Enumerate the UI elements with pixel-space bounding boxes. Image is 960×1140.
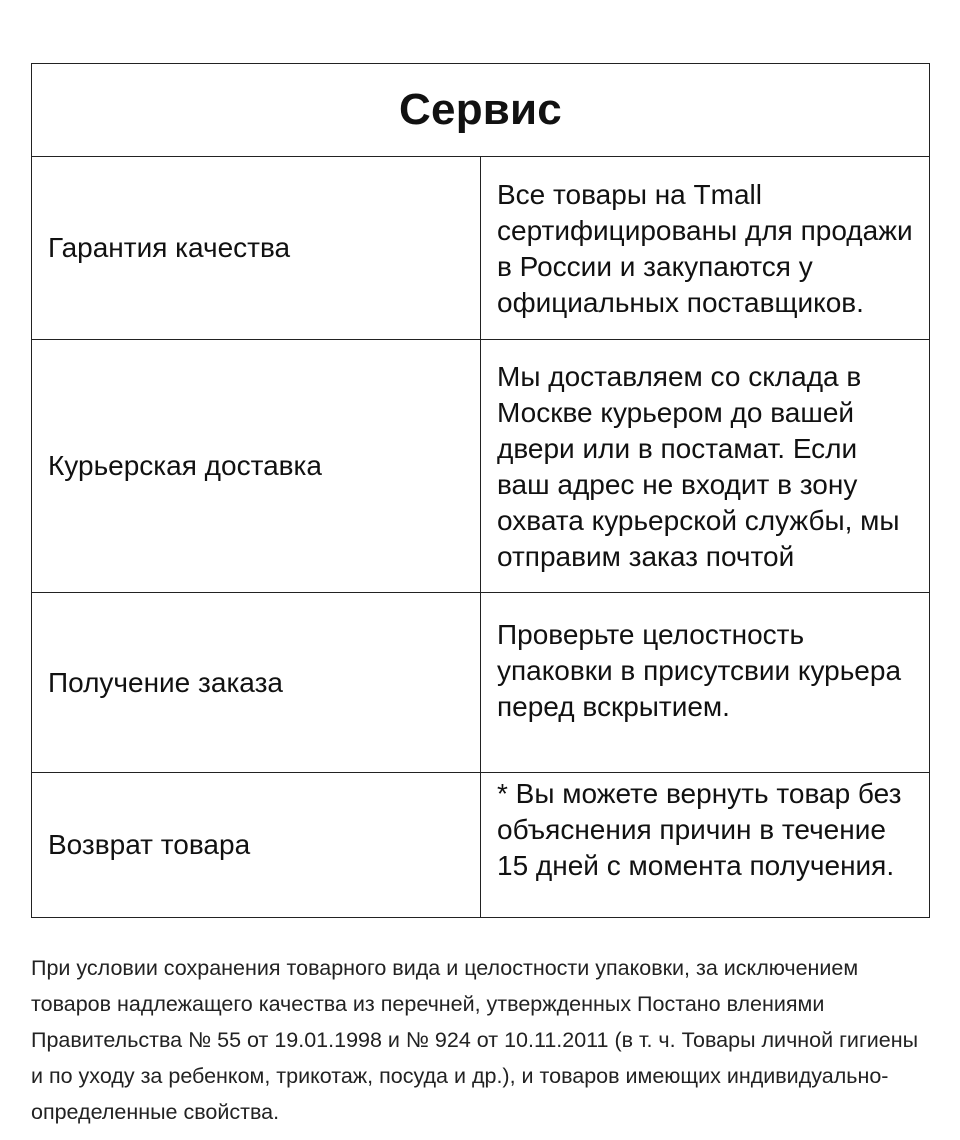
service-title: Сервис	[32, 64, 930, 157]
table-row	[32, 340, 930, 593]
row-desc-delivery	[481, 340, 930, 593]
row-label-delivery: Курьерская доставка	[32, 340, 481, 593]
row-label-receiving: Получение заказа	[32, 593, 481, 773]
table-row	[32, 773, 930, 918]
row-desc-receiving	[481, 593, 930, 773]
table-row	[32, 157, 930, 340]
service-table	[31, 63, 930, 918]
table-row	[32, 593, 930, 773]
row-desc-text: * Вы можете вернуть товар без объяснения причин в течение 15 дней с момента получения.	[497, 778, 902, 881]
row-desc-return	[481, 773, 930, 918]
row-label-quality: Гарантия качества	[32, 157, 481, 340]
service-title-row	[32, 64, 930, 157]
row-desc-quality	[481, 157, 930, 340]
row-desc-text: Все товары на Tmall сертифицированы для продажи в России и закупаются у официальных поставщиков.	[497, 179, 913, 318]
row-label-return: Возврат товара	[32, 773, 481, 918]
row-desc-text: Проверьте целостность упаковки в присутсвии курьера перед вскрытием.	[497, 618, 902, 722]
footnote: При условии сохранения товарного вида и целостности упаковки, за исключением товаров надлежащего качества из перечней, утвержденных Постано влениями Правительства № 55 от 19.01.1998 и № 924 от 10.11.2011 (в т. ч. Товары личной гигиены и по уходу за ребенком, трикотаж, посуда и др.), и товаров имеющих индивидуально-определенные свойства.	[31, 956, 919, 1124]
row-desc-text: Мы доставляем со склада в Москве курьером до вашей двери или в постамат. Если ваш адрес не входит в зону охвата курьерской службы, мы отправим заказ почтой	[497, 361, 900, 572]
